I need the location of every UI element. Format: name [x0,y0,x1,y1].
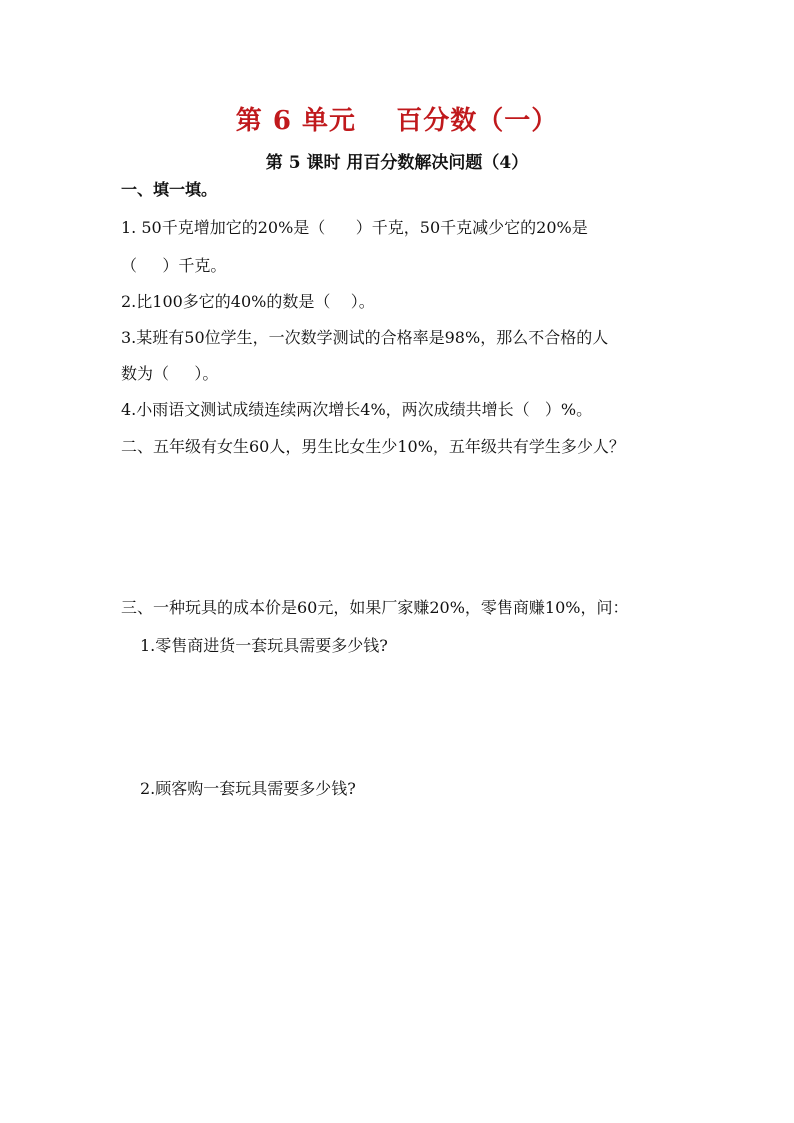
section-3-question: 三、一种玩具的成本价是60元，如果厂家赚20%，零售商赚10%，问： [121,598,629,617]
section-3-subquestion-2: 2.顾客购一套玩具需要多少钱? [140,779,356,798]
question-1-line-1: 1. 50千克增加它的20%是（ ）千克，50千克减少它的20%是 [121,218,588,237]
question-4: 4.小雨语文测试成绩连续两次增长4%，两次成绩共增长（ ）%。 [121,400,593,419]
question-3-line-2: 数为（ ）。 [121,364,219,383]
section-1-heading: 一、填一填。 [121,180,218,199]
lesson-subtitle: 第 5 课时 用百分数解决问题（4） [265,153,529,173]
section-2-question: 二、五年级有女生60人，男生比女生少10%，五年级共有学生多少人？ [121,437,625,456]
question-2: 2.比100多它的40%的数是（ ）。 [121,292,375,311]
question-1-line-2: （ ）千克。 [121,256,227,275]
question-3-line-1: 3.某班有50位学生，一次数学测试的合格率是98%，那么不合格的人 [121,328,609,347]
page-title: 第 6 单元 百分数（一） [235,106,559,136]
section-3-subquestion-1: 1.零售商进货一套玩具需要多少钱? [140,636,388,655]
